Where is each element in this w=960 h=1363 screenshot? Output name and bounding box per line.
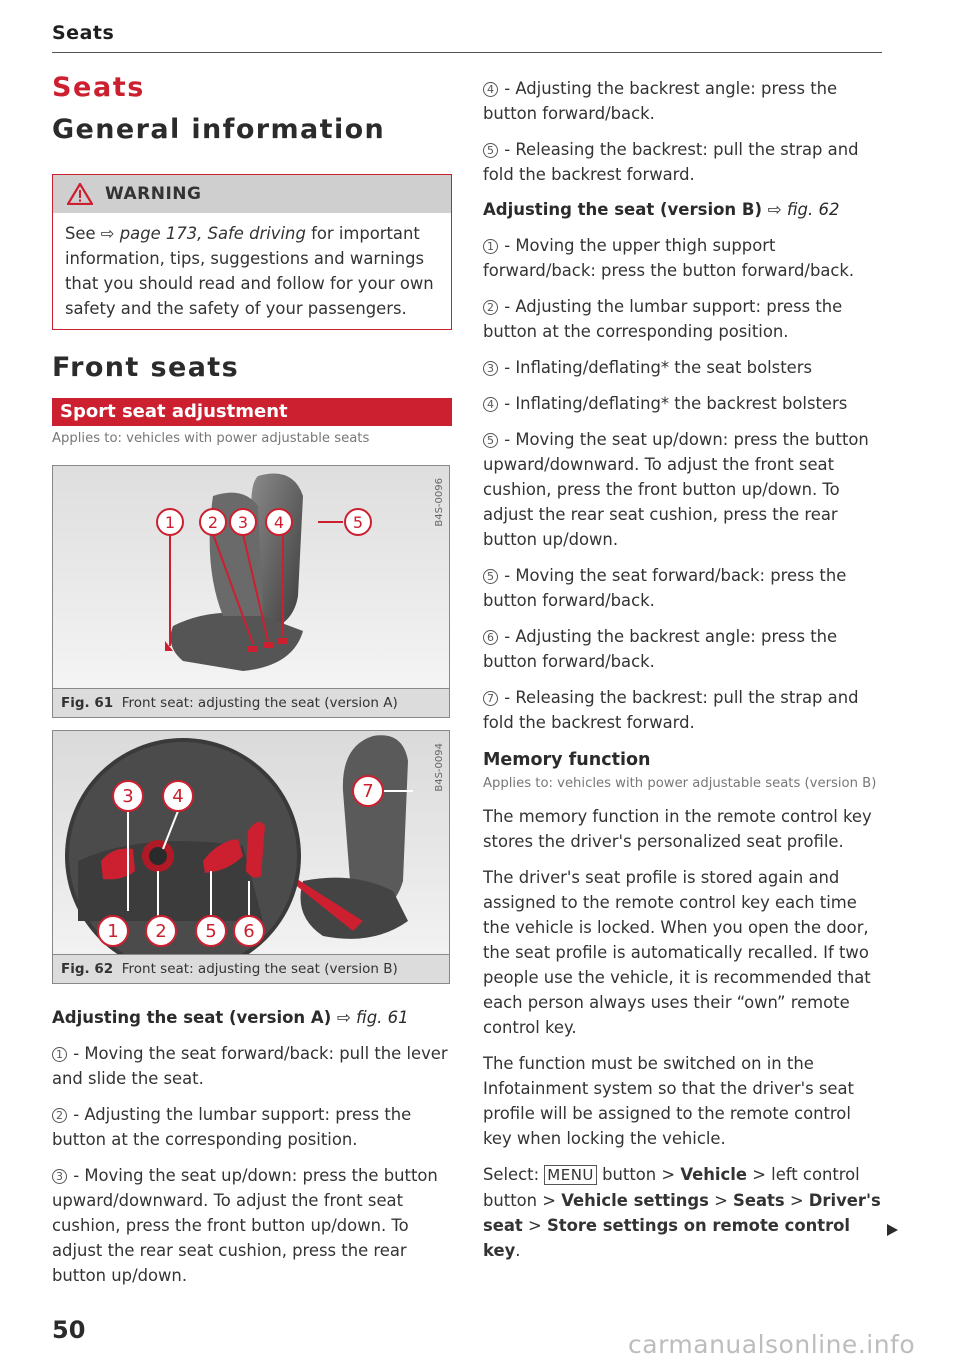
fig62-callout-6: 6 bbox=[243, 921, 255, 942]
fig62-callout-7: 7 bbox=[362, 781, 374, 802]
fig62-label: Fig. 62 bbox=[61, 961, 114, 977]
version-a-item-3 bbox=[52, 1163, 452, 1288]
version-a-heading bbox=[52, 1006, 452, 1030]
version-a-item-3-text: - Moving the seat up/down: press the button upward/downward. To adjust the front seat cushion, press the front button up/down. To adjust the rear seat cushion, press the rear button up/down. bbox=[52, 1166, 438, 1285]
fig61-callout-4: 4 bbox=[273, 513, 285, 532]
number-2-icon: 2 bbox=[52, 1108, 67, 1123]
version-b-item-5 bbox=[483, 427, 883, 552]
version-a-item-4-text: - Adjusting the backrest angle: press the button forward/back. bbox=[483, 79, 838, 123]
version-a-item-5 bbox=[483, 137, 883, 187]
select-end: . bbox=[515, 1241, 521, 1260]
memory-paragraph-2: The driver's seat profile is stored again and assigned to the remote control key each time the vehicle is locked. When you open the door, the seat profile is automatically recalled. If two people use the vehicle, it is recommended that each person always uses their “own” remote control key. bbox=[483, 868, 871, 1037]
figure-62 bbox=[52, 730, 450, 955]
menu-seats: Seats bbox=[733, 1191, 785, 1210]
version-b-item-7-text: - Adjusting the backrest angle: press the button forward/back. bbox=[483, 627, 838, 671]
version-b-item-4-text: - Inflating/deflating* the backrest bolsters bbox=[504, 394, 848, 413]
memory-paragraph-3: The function must be switched on in the Infotainment system so that the driver's seat profile will be assigned to the remote control key when locking the vehicle. bbox=[483, 1054, 854, 1148]
warning-text bbox=[53, 213, 451, 329]
select-sep-3: > bbox=[708, 1191, 734, 1210]
select-sep-5: > bbox=[522, 1216, 547, 1235]
version-b-item-1 bbox=[483, 233, 883, 283]
number-5-icon: 5 bbox=[483, 433, 498, 448]
version-b-item-3 bbox=[483, 355, 883, 380]
fig62-callout-5: 5 bbox=[205, 921, 217, 942]
page-number: 50 bbox=[52, 1316, 86, 1344]
number-2-icon: 2 bbox=[483, 300, 498, 315]
header-title: Seats bbox=[52, 22, 115, 44]
version-b-heading bbox=[483, 198, 883, 222]
fig62-code: B4S-0094 bbox=[434, 743, 445, 792]
warning-box bbox=[52, 174, 452, 330]
select-prefix: Select: bbox=[483, 1165, 545, 1184]
continue-arrow-icon bbox=[885, 1223, 899, 1237]
memory-function-heading: Memory function bbox=[483, 750, 651, 770]
menu-key: MENU bbox=[544, 1165, 597, 1185]
version-a-item-2 bbox=[52, 1102, 452, 1152]
watermark: carmanualsonline.info bbox=[628, 1330, 916, 1359]
version-b-item-2-text: - Adjusting the lumbar support: press the button at the corresponding position. bbox=[483, 297, 843, 341]
number-4-icon: 4 bbox=[483, 397, 498, 412]
version-a-item-1 bbox=[52, 1041, 452, 1091]
select-sep-1: button > bbox=[596, 1165, 681, 1184]
version-b-item-6 bbox=[483, 563, 883, 613]
fig62-callout-2: 2 bbox=[155, 921, 167, 942]
left-column bbox=[52, 70, 452, 1288]
version-b-item-5-text: - Moving the seat up/down: press the button upward/downward. To adjust the front seat cushion, press the front button up/down. To adjust the rear seat cushion, press the rear button up/down. bbox=[483, 430, 869, 549]
fig61-callout-1: 1 bbox=[164, 513, 176, 532]
memory-applies-text: Applies to: vehicles with power adjustable seats (version B) bbox=[483, 776, 877, 791]
fig62-callout-1: 1 bbox=[107, 921, 119, 942]
version-b-heading-text: Adjusting the seat (version B) bbox=[483, 200, 768, 219]
fig61-label: Fig. 61 bbox=[61, 695, 114, 711]
menu-vehicle: Vehicle bbox=[680, 1165, 748, 1184]
memory-paragraph-1: The memory function in the remote control key stores the driver's personalized seat profile. bbox=[483, 807, 872, 851]
warning-title: WARNING bbox=[105, 184, 202, 204]
fig61-link[interactable]: ⇨ fig. 61 bbox=[336, 1008, 409, 1027]
front-seats-heading: Front seats bbox=[52, 352, 240, 383]
warning-icon bbox=[67, 183, 93, 205]
version-a-item-5-text: - Releasing the backrest: pull the strap and fold the backrest forward. bbox=[483, 140, 859, 184]
select-sep-2: > left control button > bbox=[483, 1165, 860, 1210]
version-a-item-1-text: - Moving the seat forward/back: pull the lever and slide the seat. bbox=[52, 1044, 448, 1088]
fig62-callout-3: 3 bbox=[122, 786, 134, 807]
number-4-icon: 4 bbox=[483, 82, 498, 97]
fig61-code: B4S-0096 bbox=[434, 478, 445, 527]
version-b-item-6-text: - Moving the seat forward/back: press the button forward/back. bbox=[483, 566, 847, 610]
number-1-icon: 1 bbox=[52, 1047, 67, 1062]
number-6-icon: 6 bbox=[483, 630, 498, 645]
applies-to-text: Applies to: vehicles with power adjustable seats bbox=[52, 431, 370, 446]
warning-text-before: See bbox=[65, 224, 101, 243]
version-b-item-8-text: - Releasing the backrest: pull the strap and fold the backrest forward. bbox=[483, 688, 859, 732]
select-sep-4: > bbox=[784, 1191, 809, 1210]
page-header bbox=[52, 22, 882, 53]
fig61-caption bbox=[52, 689, 450, 718]
number-5-icon: 5 bbox=[483, 143, 498, 158]
warning-page-link[interactable]: ⇨ page 173, Safe driving bbox=[100, 224, 306, 243]
number-3-icon: 3 bbox=[483, 361, 498, 376]
fig61-caption-text: Front seat: adjusting the seat (version A) bbox=[121, 695, 398, 711]
figure-61 bbox=[52, 465, 450, 689]
menu-vehicle-settings: Vehicle settings bbox=[561, 1191, 709, 1210]
menu-drivers-seat: Driver's seat bbox=[483, 1191, 881, 1235]
memory-select-path bbox=[483, 1162, 883, 1263]
fig62-caption bbox=[52, 955, 450, 984]
right-column bbox=[483, 76, 883, 1263]
seat-version-b-illustration bbox=[53, 731, 449, 954]
version-b-item-3-text: - Inflating/deflating* the seat bolsters bbox=[504, 358, 812, 377]
version-b-item-8 bbox=[483, 685, 883, 735]
fig61-callout-3: 3 bbox=[237, 513, 249, 532]
number-3-icon: 3 bbox=[52, 1169, 67, 1184]
fig61-callout-5: 5 bbox=[352, 513, 364, 532]
fig61-callout-2: 2 bbox=[207, 513, 219, 532]
warning-text-after: for important information, tips, suggestions and warnings that you should read and follow for your own safety and the safety of your passengers. bbox=[65, 224, 434, 318]
number-7-icon: 7 bbox=[483, 691, 498, 706]
version-a-item-2-text: - Adjusting the lumbar support: press the button at the corresponding position. bbox=[52, 1105, 412, 1149]
warning-header bbox=[53, 175, 451, 213]
version-b-item-7 bbox=[483, 624, 883, 674]
fig62-callout-4: 4 bbox=[172, 786, 184, 807]
general-information-heading: General information bbox=[52, 114, 386, 145]
version-b-item-1-text: - Moving the upper thigh support forward/back: press the button forward/back. bbox=[483, 236, 855, 280]
fig62-link[interactable]: ⇨ fig. 62 bbox=[767, 200, 840, 219]
version-a-item-4 bbox=[483, 76, 883, 126]
section-title: Seats bbox=[52, 72, 145, 103]
number-1-icon: 1 bbox=[483, 239, 498, 254]
version-a-heading-text: Adjusting the seat (version A) bbox=[52, 1008, 337, 1027]
number-5-icon: 5 bbox=[483, 569, 498, 584]
seat-version-a-illustration bbox=[53, 466, 449, 688]
version-b-item-4 bbox=[483, 391, 883, 416]
fig62-caption-text: Front seat: adjusting the seat (version B) bbox=[121, 961, 398, 977]
version-b-item-2 bbox=[483, 294, 883, 344]
menu-store-settings: Store settings on remote control key bbox=[483, 1216, 851, 1260]
sport-seat-bar: Sport seat adjustment bbox=[52, 398, 452, 426]
